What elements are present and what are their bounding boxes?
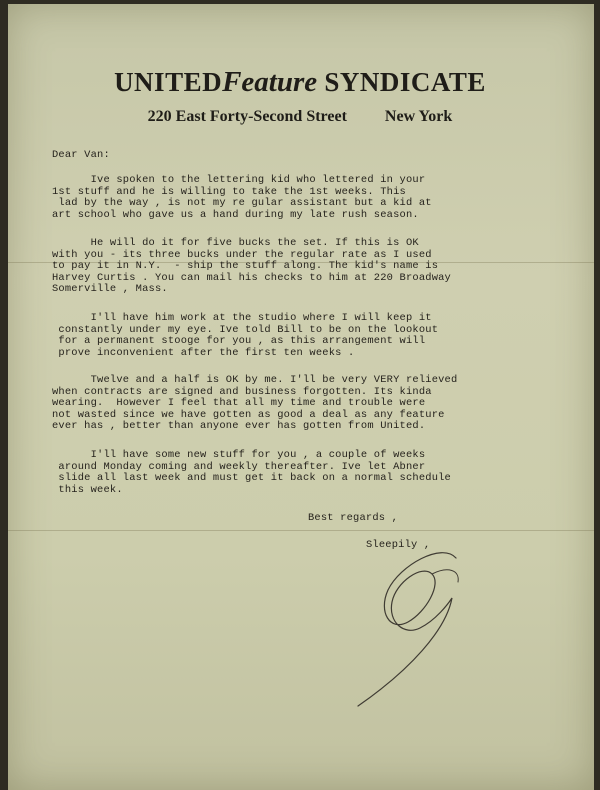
letterhead-city: New York [384,108,453,125]
letterhead-name-syndicate: SYNDICATE [324,67,486,97]
letter-paragraph-5: I'll have some new stuff for you , a couple of weeks around Monday coming and weekly thereafter. Ive let Abner slide all last week and must get it back on a normal schedule this week. [58,449,451,496]
letter-paragraph-4: Twelve and a half is OK by me. I'll be very VERY relieved when contracts are signed and business forgotten. Its kinda wearing. However I feel that all my time and trouble were not wasted since we have gotten as good a deal as any feature ever has , better than anyone ever has gotten from United. [52,374,458,432]
letterhead-name-united: UNITED [114,67,223,97]
letterhead-company-name [0,66,600,99]
handwritten-signature [330,540,480,720]
letter-sign-off: Sleepily , [366,539,431,551]
letter-greeting: Dear Van: [52,149,110,161]
letter-paragraph-3: I'll have him work at the studio where I will keep it constantly under my eye. Ive told Bill to be on the lookout for a permanent stooge for you , as this arrangement will prove inconvenient after the first ten weeks . [58,312,439,359]
letterhead-street: 220 East Forty-Second Street [147,108,347,125]
fold-crease [8,530,594,531]
letter-closing: Best regards , [308,512,399,524]
letter-paragraph-1: Ive spoken to the lettering kid who lettered in your 1st stuff and he is willing to take the 1st weeks. This lad by the way , is not my re gular assistant but a kid at art school who gave us a hand during my late rush season. [52,174,432,221]
letterhead-name-feature: Feature [222,66,318,98]
letterhead-address-line [0,108,600,126]
letter-paragraph-2: He will do it for five bucks the set. If this is OK with you - its three bucks under the regular rate as I used to pay it in N.Y. - ship the stuff along. The kid's name is Harvey Curtis . You can mail his checks to him at 220 Broadway Somerville , Mass. [52,237,451,295]
